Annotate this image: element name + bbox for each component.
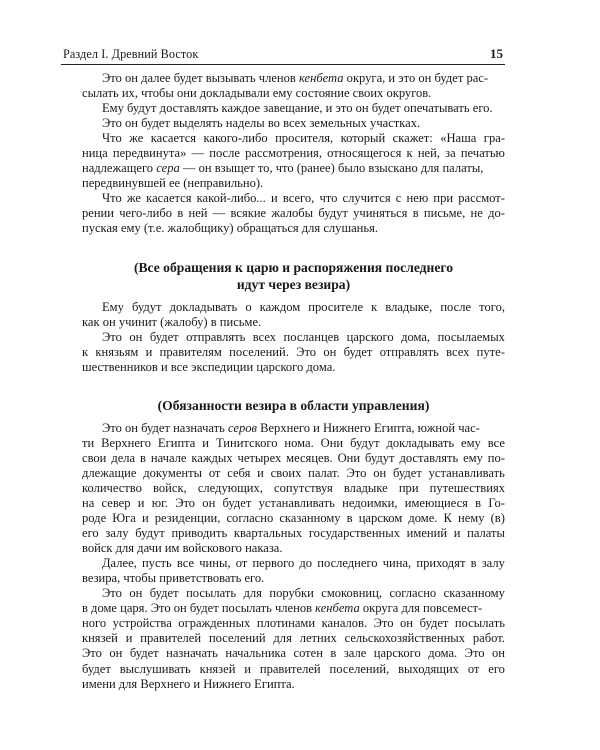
text-line: будет выслушивать князей и правителей поселений, выходящих от его: [82, 661, 505, 676]
body-text: [82, 71, 505, 692]
text-line: Что же касается какого-либо просителя, который скажет: «Наша гра-: [102, 131, 505, 146]
text-line: Это он далее будет вызывать членов кенбета округа, и это он будет рас-: [102, 71, 489, 85]
text-line: Это он будет назначать начальника сотен в зале царского дома. Это он: [82, 646, 505, 661]
text-line: передвинувшей ее (неправильно).: [82, 176, 264, 191]
text-line: Это он будет выделять наделы во всех земельных участках.: [102, 116, 421, 131]
text-line: князей и правителей поселений для летних сельскохозяйственных работ.: [82, 631, 505, 646]
text-line: ти Верхнего Египта и Тинитского нома. Они будут докладывать ему все: [82, 435, 505, 450]
text-line: в доме царя. Это он будет посылать членов кенбета округа для повсемест-: [82, 601, 483, 616]
text-line: как он учинит (жалобу) в письме.: [82, 314, 262, 329]
running-head: [63, 42, 503, 62]
text-line: надлежащего сера — он взыщет то, что (ранее) было взыскано для палаты,: [82, 161, 484, 176]
header-rule: [61, 64, 505, 65]
section-heading: (Все обращения к царю и распоряжения последнего идут через везира): [133, 259, 454, 292]
section-heading: (Обязанности везира в области управления): [157, 397, 430, 413]
text-line: его залу будут приводить квартальных государственных имений и палаты: [82, 526, 505, 541]
section-title: Раздел I. Древний Восток: [63, 47, 199, 61]
text-line: роде Юга и резиденции, согласно сказанному в царском доме. К нему (в): [82, 511, 505, 526]
text-line: свои дела в начале каждых четырех месяцев. Они будут доставлять ему по-: [82, 450, 505, 465]
text-line: пуская ему (т.е. жалобщику) обращаться для слушанья.: [82, 221, 379, 236]
text-line: Это он будет посылать для порубки смоковниц, согласно сказанному: [102, 586, 505, 601]
text-line: на север и юг. Это он будет устанавливать недоимки, имеющиеся в Го-: [82, 495, 505, 510]
text-line: Ему будут докладывать о каждом просителе к владыке, после того,: [102, 299, 505, 314]
text-line: количество войск, следующих, сопутствуя владыке при путешествиях: [82, 480, 505, 495]
page-number: 15: [490, 46, 503, 61]
text-line: Это он будет назначать серов Верхнего и Нижнего Египта, южной час-: [102, 420, 480, 435]
text-line: везира, чтобы приветствовать его.: [82, 571, 265, 586]
text-line: длежащие документы от себя и своих палат. Это он будет устанавливать: [82, 465, 505, 480]
text-line: Что же касается какой-либо... и всего, что случится с нею при рассмот-: [102, 191, 505, 206]
text-line: рении чего-либо в ней — всякие жалобы будут учиняться в письме, не до-: [82, 206, 505, 221]
text-line: имени для Верхнего и Нижнего Египта.: [82, 676, 295, 691]
text-line: Это он будет отправлять всех посланцев царского дома, посылаемых: [102, 329, 505, 344]
text-line: сылать их, чтобы они докладывали ему состояние своих округов.: [82, 86, 432, 101]
text-line: ница передвинута» — после рассмотрения, относящегося к ней, за печатью: [82, 146, 505, 161]
text-line: Ему будут доставлять каждое завещание, и это он будет опечатывать его.: [102, 101, 493, 116]
text-line: к князьям и правителям поселений. Это он будет отправлять всех путе-: [82, 344, 505, 359]
text-line: войск для дачи им войскового наказа.: [82, 541, 283, 556]
text-line: ного устройства огражденных плотинами каналов. Это он будет посылать: [82, 616, 505, 631]
text-line: Далее, пусть все чины, от первого до последнего чина, приходят в залу: [102, 556, 505, 571]
text-line: шественников и все экспедиции царского дома.: [82, 359, 336, 374]
